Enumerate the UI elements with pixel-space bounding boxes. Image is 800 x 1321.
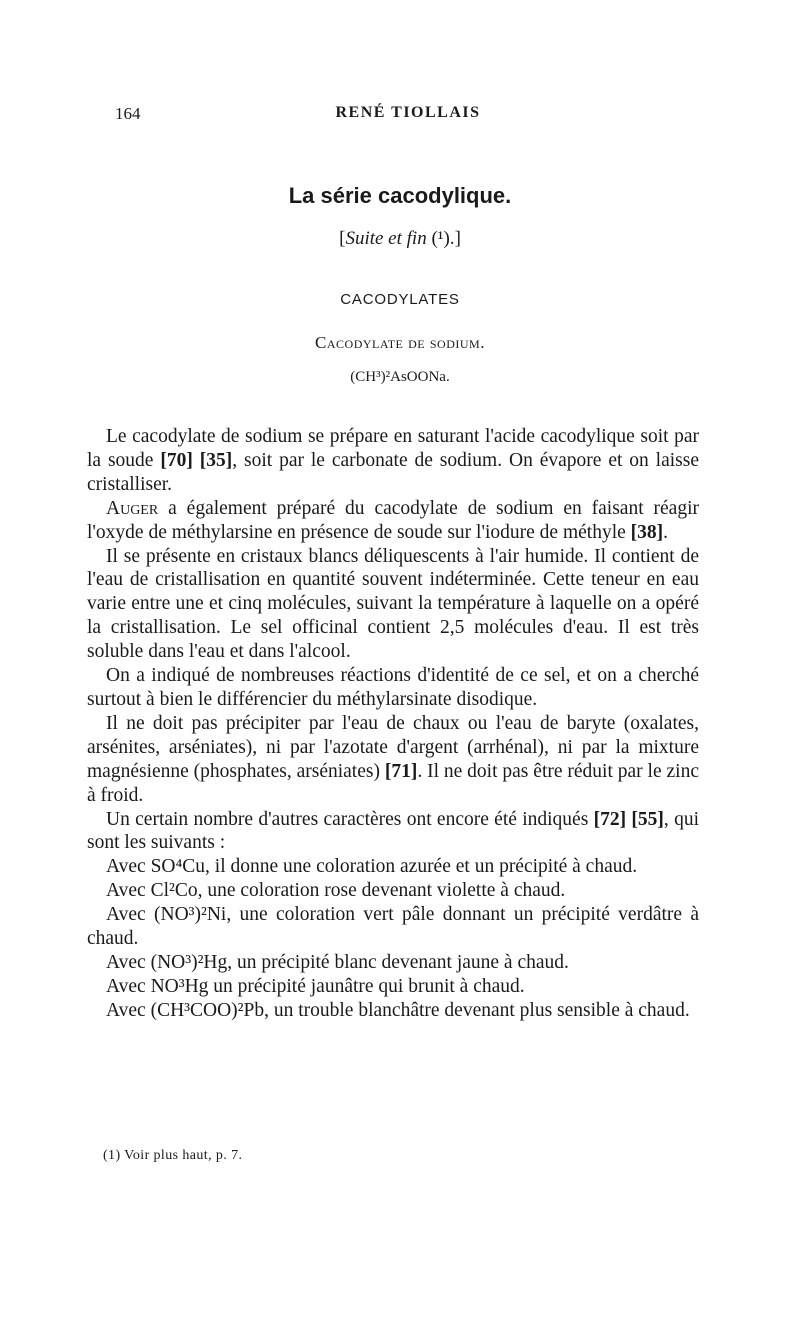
paragraph-auger bbox=[87, 497, 699, 545]
paragraph-precipitation bbox=[87, 712, 699, 808]
page-number: 164 bbox=[115, 104, 141, 123]
reference-35: [35] bbox=[199, 449, 233, 471]
paragraph-text: Il ne doit pas précipiter par l'eau de chaux ou l'eau de baryte (oxalates, arsénites, arséniates), ni par l'azotate d'argent (arrhénal), ni par la mixture magnésienne (phosphates, arséniates) bbox=[87, 712, 699, 782]
body-text bbox=[87, 425, 699, 1023]
article-title: La série cacodylique. bbox=[288, 183, 512, 208]
paragraph-identity-reactions: On a indiqué de nombreuses réactions d'identité de ce sel, et on a cherché surtout à bien le différencier du méthylarsinate disodique. bbox=[87, 665, 699, 710]
paragraph-text: , qui sont les suivants : bbox=[87, 808, 700, 854]
paragraph-preparation bbox=[87, 425, 699, 497]
paragraph-text bbox=[193, 450, 200, 471]
paragraph-text: . Il ne doit pas être réduit par le zinc à froid. bbox=[87, 760, 699, 806]
chemical-formula: (CH³)²AsOONa. bbox=[350, 369, 450, 385]
subtitle-footnote-marker: (¹). bbox=[426, 228, 455, 249]
subtitle-open-bracket: [ bbox=[339, 228, 346, 249]
reaction-mercurous-nitrate: Avec NO³Hg un précipité jaunâtre qui brunit à chaud. bbox=[106, 975, 525, 997]
footnote: (1) Voir plus haut, p. 7. bbox=[103, 1148, 243, 1163]
reaction-nickel-nitrate: Avec (NO³)²Ni, une coloration vert pâle donnant un précipité verdâtre à chaud. bbox=[87, 904, 699, 950]
subtitle-text: Suite et fin bbox=[345, 228, 427, 249]
article-subtitle bbox=[0, 228, 800, 250]
paragraph-properties: Il se présente en cristaux blancs déliquescents à l'air humide. Il contient de l'eau de cristallisation en quantité souvent indéterminée. Cette teneur en eau varie entre une et cinq molécules, suivant la température à laquelle on a opéré la cristallisation. Le sel officinal contient 2,5 molécules d'eau. Il est très soluble dans l'eau et dans l'alcool. bbox=[87, 545, 699, 663]
reference-72: [72] bbox=[593, 808, 627, 830]
reaction-mercuric-nitrate: Avec (NO³)²Hg, un précipité blanc devenant jaune à chaud. bbox=[106, 951, 569, 973]
reference-70: [70] bbox=[160, 449, 193, 471]
reaction-lead-acetate: Avec (CH³COO)²Pb, un trouble blanchâtre devenant plus sensible à chaud. bbox=[106, 999, 690, 1021]
reference-71: [71] bbox=[384, 760, 418, 782]
paragraph-text: Le cacodylate de sodium se prépare en saturant l'acide cacodylique soit par la soude bbox=[87, 426, 699, 471]
section-heading: CACODYLATES bbox=[340, 291, 460, 308]
reference-55: [55] bbox=[631, 808, 664, 830]
subtitle-close-bracket: ] bbox=[454, 228, 461, 249]
paragraph-characters bbox=[87, 808, 699, 856]
paragraph-text: a également préparé du cacodylate de sodium en faisant réagir l'oxyde de méthylarsine en présence de soude sur l'iodure de méthyle bbox=[87, 497, 699, 543]
running-head: RENÉ TIOLLAIS bbox=[335, 104, 481, 121]
paragraph-text: . bbox=[663, 521, 669, 543]
compound-heading: Cacodylate de sodium. bbox=[315, 333, 485, 352]
reaction-cobalt-chloride: Avec Cl²Co, une coloration rose devenant violette à chaud. bbox=[106, 880, 566, 902]
author-name: Auger bbox=[106, 497, 159, 519]
reference-38: [38] bbox=[630, 521, 664, 543]
paragraph-text: , soit par le carbonate de sodium. On évapore et on laisse cristalliser. bbox=[87, 449, 699, 495]
reaction-copper-sulfate: Avec SO⁴Cu, il donne une coloration azurée et un précipité à chaud. bbox=[106, 856, 638, 878]
paragraph-text: Un certain nombre d'autres caractères ont encore été indiqués bbox=[106, 808, 594, 830]
